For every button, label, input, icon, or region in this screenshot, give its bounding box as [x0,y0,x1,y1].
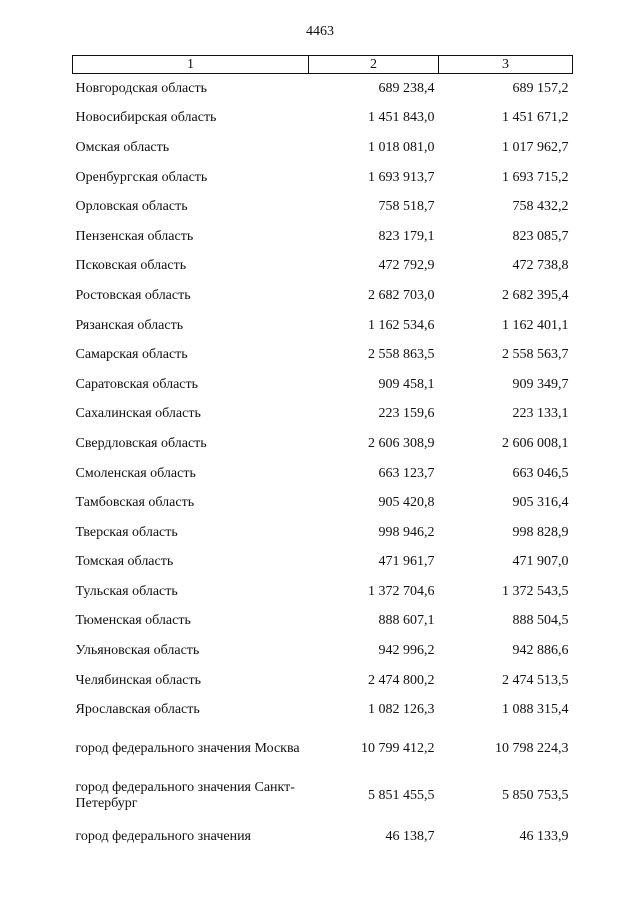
value-col-3: 2 606 008,1 [502,435,569,451]
table-row [73,281,573,311]
value-col-2: 1 451 843,0 [368,110,435,126]
region-name: Челябинская область [75,672,201,688]
value-col-3: 471 907,0 [512,554,569,570]
region-name: Новосибирская область [75,110,217,126]
value-col-2: 888 607,1 [378,613,435,629]
page-number: 4463 [306,24,334,39]
value-col-3: 1 162 401,1 [502,317,569,333]
value-col-3: 2 682 395,4 [502,287,569,303]
value-col-2: 905 420,8 [378,495,435,511]
table-row [73,695,573,725]
region-name: Пензенская область [75,228,194,244]
region-name: Омская область [75,139,170,155]
value-col-2: 5 851 455,5 [368,787,435,803]
value-col-2: 2 606 308,9 [368,435,435,451]
value-col-3: 758 432,2 [512,199,569,215]
value-col-2: 472 792,9 [378,258,435,274]
table-row [73,163,573,193]
table-row [73,400,573,430]
value-col-2: 2 558 863,5 [368,347,435,363]
value-col-3: 998 828,9 [512,524,569,540]
value-col-2: 471 961,7 [378,554,435,570]
value-col-3: 10 798 224,3 [495,740,569,756]
region-name: Сахалинская область [75,406,201,422]
value-col-3: 888 504,5 [512,613,569,629]
region-name: Оренбургская область [75,169,208,185]
header-col-1: 1 [73,56,309,74]
value-col-3: 663 046,5 [512,465,569,481]
region-name: Новгородская область [75,80,207,96]
table-body [73,74,573,856]
region-name: Самарская область [75,347,188,363]
table-header-row [73,56,573,74]
table-row [73,311,573,341]
region-name: Свердловская область [75,435,207,451]
table-row [73,548,573,578]
table-row [73,607,573,637]
value-col-3: 1 017 962,7 [502,139,569,155]
value-col-3: 905 316,4 [512,495,569,511]
value-col-3: 2 474 513,5 [502,672,569,688]
value-col-3: 46 133,9 [519,829,569,845]
table-row [73,772,573,819]
value-col-3: 1 372 543,5 [502,583,569,599]
value-col-2: 46 138,7 [385,829,435,845]
value-col-2: 689 238,4 [378,80,435,96]
value-col-2: 823 179,1 [378,228,435,244]
region-name: Тверская область [75,524,178,540]
value-col-2: 2 474 800,2 [368,672,435,688]
value-col-3: 2 558 563,7 [502,347,569,363]
value-col-2: 998 946,2 [378,524,435,540]
value-col-2: 909 458,1 [378,376,435,392]
value-col-2: 1 018 081,0 [368,139,435,155]
data-table [72,55,572,855]
table-row [73,725,573,772]
header-col-2: 2 [309,56,439,74]
value-col-3: 942 886,6 [512,643,569,659]
value-col-2: 942 996,2 [378,643,435,659]
region-name: Саратовская область [75,376,199,392]
value-col-3: 223 133,1 [512,406,569,422]
value-col-3: 1 451 671,2 [502,110,569,126]
table-row [73,370,573,400]
value-col-2: 1 693 913,7 [368,169,435,185]
table-row [73,222,573,252]
header-col-3: 3 [439,56,573,74]
value-col-2: 10 799 412,2 [361,740,435,756]
value-col-3: 1 088 315,4 [502,702,569,718]
table-row [73,104,573,134]
table-row [73,429,573,459]
table-row [73,252,573,282]
value-col-3: 5 850 753,5 [502,787,569,803]
table-row [73,340,573,370]
table-row [73,636,573,666]
value-col-2: 663 123,7 [378,465,435,481]
region-name: Ростовская область [75,287,191,303]
region-name: Ульяновская область [75,643,200,659]
region-name: Тульская область [75,583,178,599]
region-name: Смоленская область [75,465,196,481]
value-col-2: 1 372 704,6 [368,583,435,599]
value-col-3: 689 157,2 [512,80,569,96]
table-row [73,74,573,104]
table-row [73,192,573,222]
region-name: Тамбовская область [75,495,195,511]
value-col-3: 1 693 715,2 [502,169,569,185]
table-row [73,819,573,855]
value-col-2: 758 518,7 [378,199,435,215]
table-row [73,133,573,163]
value-col-2: 1 082 126,3 [368,702,435,718]
table-row [73,577,573,607]
value-col-2: 1 162 534,6 [368,317,435,333]
value-col-2: 2 682 703,0 [368,287,435,303]
region-name: город федерального значения Санкт-Петербург [75,779,295,811]
table-row [73,488,573,518]
region-name: Орловская область [75,199,188,215]
region-name: Томская область [75,554,174,570]
value-col-2: 223 159,6 [378,406,435,422]
value-col-3: 823 085,7 [512,228,569,244]
region-name: Псковская область [75,258,187,274]
value-col-3: 472 738,8 [512,258,569,274]
region-name: Тюменская область [75,613,191,629]
table-row [73,666,573,696]
region-name: Рязанская область [75,317,184,333]
region-name: город федерального значения Москва [75,740,300,756]
region-name: город федерального значения [75,829,251,845]
region-name: Ярославская область [75,702,200,718]
value-col-3: 909 349,7 [512,376,569,392]
table-row [73,459,573,489]
table-row [73,518,573,548]
